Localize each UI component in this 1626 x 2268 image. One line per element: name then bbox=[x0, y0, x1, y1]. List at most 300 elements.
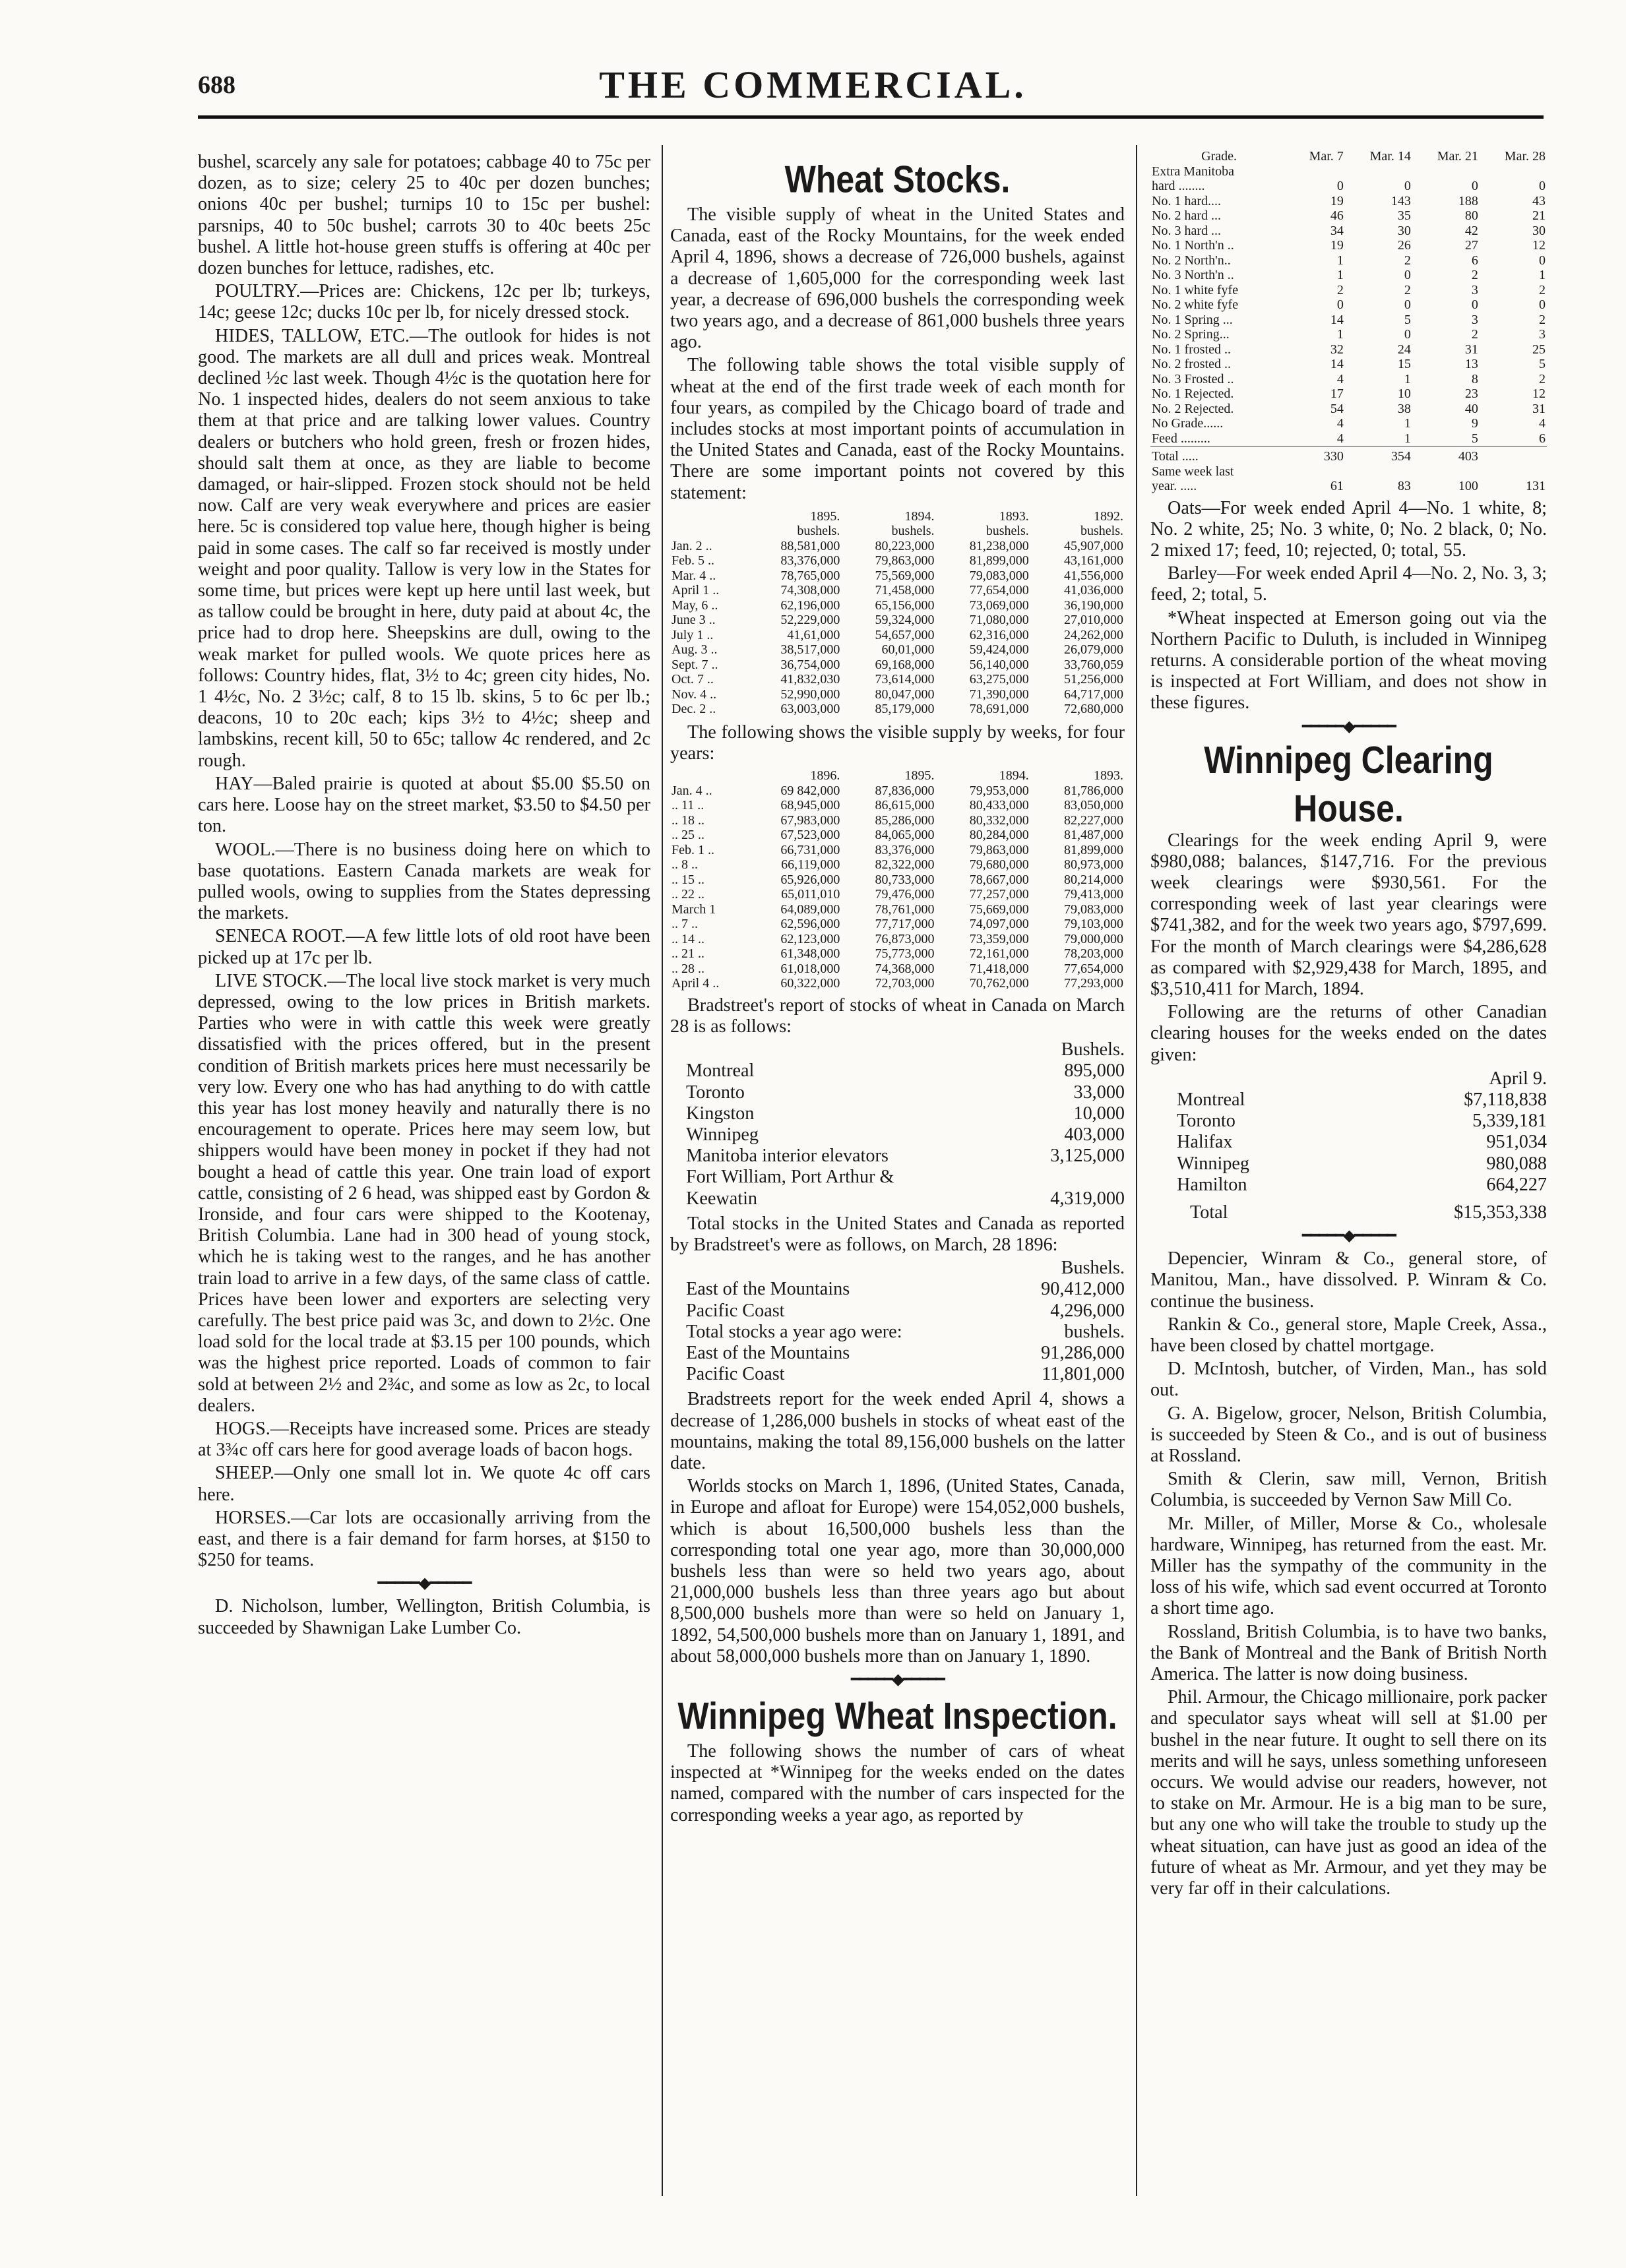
cell-value: 62,196,000 bbox=[780, 598, 840, 613]
year-header: 1895. bbox=[904, 768, 935, 783]
heading-wheat-stocks: Wheat Stocks. bbox=[784, 158, 1011, 201]
cell-value: 69 842,000 bbox=[780, 783, 840, 798]
table-row bbox=[1150, 238, 1547, 253]
paragraph: Oats—For week ended April 4—No. 1 white, 8; No. 2 white, 25; No. 3 white, 0; No. 2 black, 0; No. 2 mixed 17; feed, 10; rejected, 0; total, 55. bbox=[1150, 497, 1547, 561]
row-label: No. 1 white fyfe bbox=[1152, 282, 1239, 297]
unit-header: Bushels. bbox=[1061, 1258, 1125, 1279]
row-label: No. 2 hard ... bbox=[1152, 208, 1221, 223]
table-row bbox=[1150, 342, 1547, 357]
cell-value: 4 bbox=[1336, 416, 1344, 431]
row-label: .. 28 .. bbox=[672, 961, 704, 976]
row-label: Manitoba interior elevators bbox=[686, 1146, 889, 1167]
cell-value: 63,275,000 bbox=[969, 672, 1029, 687]
cell-value: 2 bbox=[1404, 282, 1411, 297]
weekly-visible-supply-table bbox=[670, 768, 1125, 991]
date-header: Mar. 14 bbox=[1369, 149, 1411, 164]
paragraph: The following shows the visible supply by weeks, for four years: bbox=[670, 721, 1125, 764]
table-row bbox=[1150, 208, 1547, 224]
cell-value: 403,000 bbox=[1064, 1124, 1125, 1145]
cell-value: 3 bbox=[1471, 282, 1478, 297]
row-label: No. 2 white fyfe bbox=[1152, 297, 1239, 312]
cell-value: 79,103,000 bbox=[1064, 917, 1123, 932]
wheat-inspection-table bbox=[1150, 149, 1547, 494]
table-row bbox=[670, 917, 1125, 932]
cell-value: 5 bbox=[1471, 431, 1478, 446]
cell-value: 72,161,000 bbox=[969, 946, 1029, 962]
table-row bbox=[670, 887, 1125, 902]
same-week-value: 131 bbox=[1526, 479, 1546, 493]
row-label: East of the Mountains bbox=[686, 1279, 850, 1300]
cell-value: 78,203,000 bbox=[1064, 946, 1123, 962]
row-label: Aug. 3 .. bbox=[672, 642, 718, 658]
cell-value: 31 bbox=[1532, 401, 1546, 416]
cell-value: 79,413,000 bbox=[1064, 887, 1123, 902]
cell-value: 25 bbox=[1532, 342, 1546, 357]
cell-value: 79,953,000 bbox=[969, 783, 1029, 798]
table-row bbox=[670, 1364, 1125, 1385]
cell-value: 45,907,000 bbox=[1064, 538, 1123, 553]
column-divider-2 bbox=[1136, 145, 1137, 2196]
cell-value: 4 bbox=[1336, 371, 1344, 386]
paragraph: Total stocks in the United States and Canada as reported by Bradstreet's were as follows, on March, 28 1896: bbox=[670, 1213, 1125, 1255]
clearing-houses-table bbox=[1150, 1068, 1547, 1223]
row-label: Mar. 4 .. bbox=[672, 568, 716, 583]
paragraph: HORSES.—Car lots are occasionally arriving from the east, and there is a fair demand for farm horses, at $150 to $250 for teams. bbox=[198, 1507, 650, 1571]
table-row bbox=[670, 628, 1125, 643]
cell-value: 0 bbox=[1539, 253, 1546, 268]
paragraph: D. Nicholson, lumber, Wellington, British Columbia, is succeeded by Shawnigan Lake Lumber Co. bbox=[198, 1596, 650, 1638]
cell-value: 79,863,000 bbox=[875, 553, 935, 568]
paragraph: D. McIntosh, butcher, of Virden, Man., has sold out. bbox=[1150, 1359, 1547, 1401]
table-row bbox=[1150, 194, 1547, 209]
cell-value: 1 bbox=[1404, 431, 1411, 446]
cell-value: 82,227,000 bbox=[1064, 812, 1123, 828]
cell-value: 1 bbox=[1404, 416, 1411, 431]
row-label: Feb. 1 .. bbox=[672, 842, 714, 857]
cell-value: 8 bbox=[1471, 371, 1478, 386]
cell-value: 0 bbox=[1539, 297, 1546, 312]
year-header: 1894. bbox=[999, 768, 1029, 783]
cell-value: 10,000 bbox=[1073, 1103, 1125, 1124]
cell-value: 51,256,000 bbox=[1064, 672, 1123, 687]
cell-value: 31 bbox=[1464, 342, 1478, 357]
paragraph: G. A. Bigelow, grocer, Nelson, British Columbia, is succeeded by Steen & Co., and is out of business at Rossland. bbox=[1150, 1403, 1547, 1467]
cell-value: 77,654,000 bbox=[969, 583, 1029, 598]
table-row bbox=[670, 857, 1125, 873]
cell-value: 13 bbox=[1464, 357, 1478, 371]
cell-value: 0 bbox=[1471, 297, 1478, 312]
date-header: Mar. 28 bbox=[1504, 149, 1546, 164]
cell-value: 86,615,000 bbox=[875, 798, 935, 813]
table-row bbox=[1150, 224, 1547, 239]
unit-header: Bushels. bbox=[1061, 1039, 1125, 1060]
table-row bbox=[1150, 268, 1547, 283]
cell-value: 43,161,000 bbox=[1064, 553, 1123, 568]
row-label: Halifax bbox=[1177, 1132, 1233, 1153]
paragraph: Clearings for the week ending April 9, were $980,088; balances, $147,716. For the previous week clearings were $930,561. For the corresponding week of last year clearings were $741,382, and for the week two years ago, $797,699. For the month of March clearings were $4,286,628 as compared with $2,929,438 for March, 1895, and $3,510,411 for March, 1894. bbox=[1150, 830, 1547, 999]
cell-value: 17 bbox=[1330, 386, 1344, 401]
table-row bbox=[670, 1103, 1125, 1124]
table-row bbox=[670, 1188, 1125, 1210]
row-label: No. 1 Spring ... bbox=[1152, 312, 1233, 327]
cell-value: 54 bbox=[1330, 401, 1344, 416]
cell-value: 63,003,000 bbox=[780, 702, 840, 717]
cell-value: 24 bbox=[1397, 342, 1411, 357]
row-label: No Grade...... bbox=[1152, 416, 1224, 431]
cell-value: 1 bbox=[1404, 371, 1411, 386]
cell-value: 14 bbox=[1330, 312, 1344, 327]
cell-value bbox=[1480, 164, 1547, 179]
row-label: .. 8 .. bbox=[672, 857, 698, 873]
cell-value: 40 bbox=[1464, 401, 1478, 416]
cell-value: 78,691,000 bbox=[969, 702, 1029, 717]
monthly-visible-supply-table bbox=[670, 509, 1125, 717]
cell-value: 30 bbox=[1397, 223, 1411, 238]
cell-value: 0 bbox=[1404, 327, 1411, 342]
cell-value: 74,097,000 bbox=[969, 917, 1029, 932]
row-label: Pacific Coast bbox=[686, 1364, 785, 1385]
table-row bbox=[670, 932, 1125, 947]
year-header: 1896. bbox=[810, 768, 840, 783]
cell-value: 5 bbox=[1539, 357, 1546, 371]
cell-value: 80,214,000 bbox=[1064, 872, 1123, 887]
cell-value: 0 bbox=[1539, 179, 1546, 193]
table-row bbox=[670, 1124, 1125, 1146]
paragraph: Worlds stocks on March 1, 1896, (United States, Canada, in Europe and afloat for Europe) were 154,052,000 bushels, which is about 16,500,000 bushels less than the corresponding total one year ago, more than 30,000,000 bushels less than were so held two years ago, about 21,000,000 bushels less than three years ago but about 8,500,000 bushels more than were so held on January 1, 1892, 54,500,000 bushels more than on January 1, 1891, and about 58,000,000 bushels more than on January 1, 1890. bbox=[670, 1476, 1125, 1667]
cell-value: 71,080,000 bbox=[969, 613, 1029, 628]
masthead bbox=[0, 63, 1626, 115]
table-row bbox=[1150, 1153, 1547, 1175]
cell-value: 2 bbox=[1336, 282, 1344, 297]
row-label: No. 3 North'n .. bbox=[1152, 268, 1234, 282]
same-week-value: 83 bbox=[1397, 479, 1411, 493]
paragraph: Mr. Miller, of Miller, Morse & Co., wholesale hardware, Winnipeg, has returned from the east. Mr. Miller has the sympathy of the community in the loss of his wife, which sad event occurred at Toronto a short time ago. bbox=[1150, 1513, 1547, 1619]
row-label: Dec. 2 .. bbox=[672, 702, 716, 717]
cell-value: 32 bbox=[1330, 342, 1344, 357]
cell-value: 85,179,000 bbox=[875, 702, 935, 717]
bradstreet-total-table bbox=[670, 1258, 1125, 1385]
cell-value: 2 bbox=[1471, 327, 1478, 342]
cell-value: 0 bbox=[1336, 179, 1344, 193]
row-label: Nov. 4 .. bbox=[672, 687, 717, 702]
row-label: hard ........ bbox=[1152, 179, 1205, 193]
date-header: April 9. bbox=[1489, 1068, 1547, 1089]
row-label: .. 14 .. bbox=[672, 931, 704, 946]
row-label: Keewatin bbox=[686, 1188, 758, 1209]
paragraph: LIVE STOCK.—The local live stock market is very much depressed, owing to the low prices in British markets. Parties who were in with cattle this week were greatly dissatisfied with the prices offered, but in the present condition of British markets prices here must necessarily be very low. Every one who has had anything to do with cattle this year has lost money heavily and naturally there is no encouragement to operate. Prices here may seem low, but shippers would have been money in pocket if they had not bought a head of cattle this year. One train load of export cattle, consisting of 2 6 head, was shipped east by Gordon & Ironside, and four cars were shipped to the Kootenay, British Columbia. Lane had in 300 head of young stock, which he is taking west to the ranges, and he has another train load to arrive in a few days, of the same class of cattle. Prices have been lower and exporters are selecting very carefully. The best price paid was 3c, and down to 2½c. One load sold for the local trade at $3.15 per 100 pounds, which was the highest price reported. Loads of common to fair sold at between 2½ and 2¾c, and some as low as 2c, to local dealers. bbox=[198, 970, 650, 1416]
cell-value: 0 bbox=[1404, 297, 1411, 312]
cell-value: 73,359,000 bbox=[969, 931, 1029, 946]
cell-value: 1 bbox=[1539, 268, 1546, 282]
cell-value: 38 bbox=[1397, 401, 1411, 416]
cell-value: 1 bbox=[1336, 327, 1344, 342]
unit-header: bushels. bbox=[985, 524, 1029, 539]
table-row bbox=[670, 553, 1125, 568]
cell-value: 0 bbox=[1404, 179, 1411, 193]
table-row bbox=[1150, 253, 1547, 268]
same-week-year-label: year. ..... bbox=[1152, 479, 1197, 493]
cell-value: 65,156,000 bbox=[875, 598, 935, 613]
row-label: .. 15 .. bbox=[672, 872, 704, 887]
paragraph: HOGS.—Receipts have increased some. Prices are steady at 3¾c off cars here for good average loads of bacon hogs. bbox=[198, 1418, 650, 1461]
cell-value: 62,123,000 bbox=[780, 931, 840, 946]
cell-value: 80,223,000 bbox=[875, 538, 935, 553]
cell-value: 52,229,000 bbox=[780, 613, 840, 628]
year-header: 1893. bbox=[1094, 768, 1123, 783]
cell-value: 11,801,000 bbox=[1042, 1364, 1125, 1385]
cell-value: 2 bbox=[1539, 312, 1546, 327]
cell-value: 27,010,000 bbox=[1064, 613, 1123, 628]
row-label: Jan. 4 .. bbox=[672, 783, 712, 798]
cell-value: 71,418,000 bbox=[969, 961, 1029, 976]
cell-value: 41,61,000 bbox=[787, 627, 840, 642]
row-label: Toronto bbox=[686, 1082, 745, 1103]
table-row bbox=[670, 902, 1125, 917]
cell-value: 59,424,000 bbox=[969, 642, 1029, 658]
table-row bbox=[670, 642, 1125, 658]
cell-value: 72,703,000 bbox=[875, 976, 935, 991]
cell-value: $7,118,838 bbox=[1464, 1089, 1547, 1110]
cell-value: bushels. bbox=[1064, 1321, 1125, 1342]
cell-value: 75,669,000 bbox=[969, 902, 1029, 917]
cell-value: 67,983,000 bbox=[780, 812, 840, 828]
cell-value: 77,257,000 bbox=[969, 887, 1029, 902]
same-week-label: Same week last bbox=[1152, 464, 1234, 479]
cell-value: 56,140,000 bbox=[969, 657, 1029, 672]
row-label: Feb. 5 .. bbox=[672, 553, 714, 568]
row-label: Extra Manitoba bbox=[1152, 164, 1234, 179]
row-label: No. 2 Spring... bbox=[1152, 327, 1230, 342]
table-row bbox=[670, 658, 1125, 673]
cell-value: 6 bbox=[1471, 253, 1478, 268]
cell-value: 87,836,000 bbox=[875, 783, 935, 798]
cell-value: 42 bbox=[1464, 223, 1478, 238]
row-label: April 1 .. bbox=[672, 583, 720, 598]
paragraph: Depencier, Winram & Co., general store, of Manitou, Man., have dissolved. P. Winram & Co. continue the business. bbox=[1150, 1248, 1547, 1312]
paragraph: *Wheat inspected at Emerson going out via the Northern Pacific to Duluth, is included in Winnipeg returns. A considerable portion of the wheat moving is inspected at Fort William, and does not show in these figures. bbox=[1150, 607, 1547, 714]
cell-value: 79,000,000 bbox=[1064, 931, 1123, 946]
paragraph: POULTRY.—Prices are: Chickens, 12c per lb; turkeys, 14c; geese 12c; ducks 10c per lb, for nicely dressed stock. bbox=[198, 281, 650, 323]
heading-wheat-inspection: Winnipeg Wheat Inspection. bbox=[677, 1694, 1117, 1738]
cell-value: 70,762,000 bbox=[969, 976, 1029, 991]
paragraph: HIDES, TALLOW, ETC.—The outlook for hides is not good. The markets are all dull and prices weak. Montreal declined ½c last week. Though 4½c is the quotation here for No. 1 inspected hides, dealers do not seem anxious to take them at that price and are talking lower values. Country dealers or butchers who hold green, fresh or frozen hides, should salt them at once, as they are liable to become damaged, or hair-slipped. Frozen stock should not be held now. Calf are very weak everywhere and prices are easier here. 5c is considered top value here, though higher is being paid in some cases. The calf so far received is mostly under weight and poor quality. Tallow is very low in the States for some time, but prices were kept up here until last week, but as tallow could be brought in here, duty paid at about 4c, the price had to drop here. Sheepskins are dull, owing to the weak market for pulled wools. We quote prices here as follows: Country hides, flat, 3½ to 4c; green city hides, No. 1 4½c, No. 2 3½c; calf, 8 to 15 lb. skins, 5 to 6c per lb.; deacons, 10 to 20c each; kips 3½ to 4½c; sheep and lambskins, recent kill, 50 to 65c; tallow 4c rendered, and 2c rough. bbox=[198, 325, 650, 771]
row-label: Montreal bbox=[686, 1060, 755, 1082]
cell-value: 81,238,000 bbox=[969, 538, 1029, 553]
cell-value: 15 bbox=[1397, 357, 1411, 371]
table-row bbox=[1150, 372, 1547, 387]
cell-value: 74,368,000 bbox=[875, 961, 935, 976]
header-rule bbox=[198, 115, 1544, 119]
row-label: No. 1 Rejected. bbox=[1152, 386, 1234, 401]
row-label: .. 11 .. bbox=[672, 798, 704, 813]
cell-value: 82,322,000 bbox=[875, 857, 935, 873]
cell-value: 12 bbox=[1532, 238, 1546, 253]
row-label: No. 1 frosted .. bbox=[1152, 342, 1231, 357]
cell-value bbox=[1412, 164, 1480, 179]
cell-value: 71,458,000 bbox=[875, 583, 935, 598]
cell-value: 2 bbox=[1471, 268, 1478, 282]
total-value: 403 bbox=[1458, 449, 1478, 464]
table-row bbox=[670, 568, 1125, 584]
year-header: 1895. bbox=[810, 508, 840, 524]
cell-value: 188 bbox=[1458, 193, 1478, 208]
cell-value: 80,433,000 bbox=[969, 798, 1029, 813]
cell-value: 80,284,000 bbox=[969, 828, 1029, 843]
year-header: 1892. bbox=[1094, 508, 1123, 524]
row-label: Hamilton bbox=[1177, 1174, 1247, 1195]
cell-value: 80,973,000 bbox=[1064, 857, 1123, 873]
cell-value: 2 bbox=[1539, 371, 1546, 386]
paragraph: The following table shows the total visible supply of wheat at the end of the first trade week of each month for four years, as compiled by the Chicago board of trade and includes stocks at most important points of accumulation in the United States and Canada, east of the Rocky Mountains. There are some important points not covered by this statement: bbox=[670, 355, 1125, 503]
table-row bbox=[1150, 327, 1547, 342]
row-label: No. 2 frosted .. bbox=[1152, 357, 1231, 371]
row-label: .. 7 .. bbox=[672, 917, 698, 932]
cell-value: 2 bbox=[1539, 282, 1546, 297]
cell-value: 66,119,000 bbox=[781, 857, 840, 873]
row-label: Montreal bbox=[1177, 1089, 1245, 1110]
table-row bbox=[1150, 313, 1547, 328]
same-week-value: 100 bbox=[1458, 479, 1478, 493]
total-value bbox=[1480, 449, 1547, 464]
paragraph: bushel, scarcely any sale for potatoes; cabbage 40 to 75c per dozen, as to size; celery 25 to 40c per dozen bunches; onions 40c per bushel; turnips 10 to 15c per bushel: parsnips, 40 to 50c bushel; carrots 30 to 40c beets 25c bushel. A little hot-house green stuffs is offering at 40c per dozen bunches for lettuce, radishes, etc. bbox=[198, 152, 650, 279]
total-value: $15,353,338 bbox=[1454, 1202, 1547, 1223]
paragraph: HAY—Baled prairie is quoted at about $5.00 $5.50 on cars here. Loose hay on the street market, $3.50 to $4.50 per ton. bbox=[198, 773, 650, 837]
cell-value: 81,487,000 bbox=[1064, 828, 1123, 843]
table-row bbox=[1150, 416, 1547, 431]
cell-value: 88,581,000 bbox=[780, 538, 840, 553]
table-row bbox=[1150, 386, 1547, 402]
cell-value: 62,316,000 bbox=[969, 627, 1029, 642]
table-row bbox=[670, 672, 1125, 687]
paragraph: The following shows the number of cars of wheat inspected at *Winnipeg for the weeks ended on the dates named, compared with the number of cars inspected for the corresponding weeks a year ago, as reported by bbox=[670, 1741, 1125, 1825]
row-label: East of the Mountains bbox=[686, 1343, 850, 1363]
table-row bbox=[670, 583, 1125, 598]
cell-value: 81,899,000 bbox=[1064, 842, 1123, 857]
unit-header: bushels. bbox=[797, 524, 840, 539]
row-label: .. 18 .. bbox=[672, 812, 704, 828]
table-row bbox=[1150, 297, 1547, 313]
total-label: Total bbox=[1190, 1202, 1228, 1223]
row-label: No. 1 hard.... bbox=[1152, 193, 1221, 208]
row-label: July 1 .. bbox=[672, 627, 714, 642]
table-row bbox=[670, 873, 1125, 888]
separator: ━━━━━◆━━━━━ bbox=[851, 1671, 944, 1689]
table-row bbox=[1150, 164, 1547, 179]
cell-value bbox=[1345, 164, 1412, 179]
cell-value: 61,018,000 bbox=[780, 961, 840, 976]
cell-value: 80,733,000 bbox=[875, 872, 935, 887]
cell-value: 21 bbox=[1532, 208, 1546, 223]
cell-value: 91,286,000 bbox=[1041, 1343, 1125, 1363]
cell-value: 73,069,000 bbox=[969, 598, 1029, 613]
table-row bbox=[670, 1060, 1125, 1082]
table-row bbox=[670, 976, 1125, 991]
row-label: March 1 bbox=[672, 902, 716, 917]
cell-value: 19 bbox=[1330, 193, 1344, 208]
cell-value: 27 bbox=[1464, 238, 1478, 253]
unit-header: bushels. bbox=[891, 524, 935, 539]
cell-value: 0 bbox=[1471, 179, 1478, 193]
cell-value: 76,873,000 bbox=[875, 931, 935, 946]
same-week-value: 61 bbox=[1330, 479, 1344, 493]
row-label: Sept. 7 .. bbox=[672, 657, 718, 672]
column-2 bbox=[660, 152, 1131, 1828]
table-row bbox=[1150, 1089, 1547, 1111]
table-row bbox=[670, 798, 1125, 813]
cell-value: 79,083,000 bbox=[1064, 902, 1123, 917]
cell-value: 74,308,000 bbox=[780, 583, 840, 598]
row-label: .. 21 .. bbox=[672, 946, 704, 962]
row-label: No. 3 Frosted .. bbox=[1152, 371, 1234, 386]
cell-value: 54,657,000 bbox=[875, 627, 935, 642]
paragraph: Smith & Clerin, saw mill, Vernon, British Columbia, is succeeded by Vernon Saw Mill Co. bbox=[1150, 1469, 1547, 1511]
cell-value: 77,654,000 bbox=[1064, 961, 1123, 976]
cell-value: 26,079,000 bbox=[1064, 642, 1123, 658]
cell-value: 71,390,000 bbox=[969, 687, 1029, 702]
paragraph: Bradstreets report for the week ended April 4, shows a decrease of 1,286,000 bushels in stocks of wheat east of the mountains, making the total 89,156,000 bushels on the latter date. bbox=[670, 1389, 1125, 1474]
total-value: 354 bbox=[1391, 449, 1411, 464]
cell-value: 38,517,000 bbox=[780, 642, 840, 658]
table-row bbox=[670, 828, 1125, 843]
cell-value: 951,034 bbox=[1486, 1132, 1547, 1153]
paragraph: WOOL.—There is no business doing here on which to base quotations. Eastern Canada markets are weak for pulled wools, owing to supplies from the States depressing the markets. bbox=[198, 839, 650, 924]
row-label: Toronto bbox=[1177, 1111, 1235, 1132]
row-label: Oct. 7 .. bbox=[672, 672, 714, 687]
cell-value: 80,047,000 bbox=[875, 687, 935, 702]
paragraph: Rossland, British Columbia, is to have two banks, the Bank of Montreal and the Bank of British North America. The latter is now doing business. bbox=[1150, 1621, 1547, 1685]
cell-value: 69,168,000 bbox=[875, 657, 935, 672]
cell-value: 79,863,000 bbox=[969, 842, 1029, 857]
newspaper-title: THE COMMERCIAL. bbox=[599, 63, 1027, 106]
row-label: May, 6 .. bbox=[672, 598, 718, 613]
cell-value: 12 bbox=[1532, 386, 1546, 401]
cell-value: 83,376,000 bbox=[780, 553, 840, 568]
date-header: Mar. 7 bbox=[1309, 149, 1344, 164]
cell-value: 75,773,000 bbox=[875, 946, 935, 962]
paragraph: Rankin & Co., general store, Maple Creek, Assa., have been closed by chattel mortgage. bbox=[1150, 1314, 1547, 1356]
cell-value: 26 bbox=[1397, 238, 1411, 253]
cell-value: 77,717,000 bbox=[875, 917, 935, 932]
cell-value: 60,322,000 bbox=[780, 976, 840, 991]
table-row bbox=[670, 843, 1125, 858]
table-row bbox=[1150, 431, 1547, 446]
cell-value: 2 bbox=[1404, 253, 1411, 268]
cell-value: 4,319,000 bbox=[1050, 1188, 1125, 1209]
table-row bbox=[670, 702, 1125, 717]
cell-value: 52,990,000 bbox=[780, 687, 840, 702]
row-label: Winnipeg bbox=[686, 1124, 759, 1145]
row-label: Kingston bbox=[686, 1103, 755, 1124]
cell-value: 4,296,000 bbox=[1050, 1300, 1125, 1321]
table-row bbox=[670, 1146, 1125, 1167]
cell-value: 60,01,000 bbox=[881, 642, 935, 658]
cell-value: 4 bbox=[1336, 431, 1344, 446]
cell-value: 41,036,000 bbox=[1064, 583, 1123, 598]
row-label: Pacific Coast bbox=[686, 1300, 785, 1321]
cell-value: 36,190,000 bbox=[1064, 598, 1123, 613]
cell-value: 3 bbox=[1471, 312, 1478, 327]
cell-value bbox=[1288, 164, 1345, 179]
total-label: Total ..... bbox=[1152, 449, 1199, 464]
cell-value: 23 bbox=[1464, 386, 1478, 401]
row-label: Total stocks a year ago were: bbox=[686, 1321, 902, 1342]
grade-header: Grade. bbox=[1201, 149, 1237, 164]
table-row bbox=[670, 962, 1125, 977]
cell-value: 0 bbox=[1404, 268, 1411, 282]
cell-value: 46 bbox=[1330, 208, 1344, 223]
cell-value: 14 bbox=[1330, 357, 1344, 371]
cell-value: 81,899,000 bbox=[969, 553, 1029, 568]
